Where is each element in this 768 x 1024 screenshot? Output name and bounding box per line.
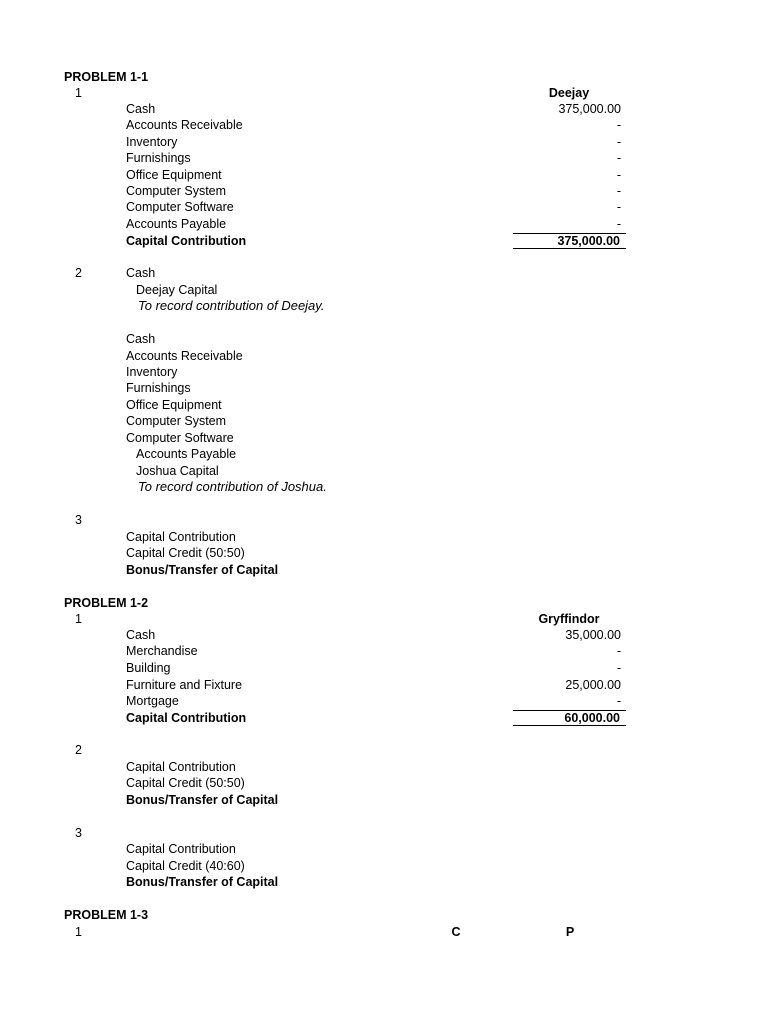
amount-cell: 375,000.00 — [558, 102, 621, 116]
problem-1-1-title: PROBLEM 1-1 — [64, 70, 149, 84]
problem-1-2-title: PROBLEM 1-2 — [64, 596, 149, 610]
entry-debit: Cash — [126, 332, 156, 346]
account-label: Merchandise — [126, 644, 198, 658]
total-amount: 375,000.00 — [557, 234, 620, 248]
amount-cell: - — [616, 151, 621, 165]
amount-cell: 35,000.00 — [565, 628, 621, 642]
total-amount-cell — [513, 710, 626, 726]
account-label: Computer Software — [126, 200, 234, 214]
total-label: Capital Contribution — [126, 234, 247, 248]
entry-memo: To record contribution of Deejay. — [138, 298, 325, 313]
amount-cell: - — [616, 217, 621, 231]
amount-cell: - — [616, 644, 621, 658]
account-label: Building — [126, 661, 171, 675]
account-label: Mortgage — [126, 694, 179, 708]
account-label: Accounts Receivable — [126, 118, 243, 132]
account-label: Cash — [126, 628, 156, 642]
entry-debit: Furnishings — [126, 381, 191, 395]
column-header-gryffindor: Gryffindor — [538, 612, 600, 626]
line-label: Capital Credit (50:50) — [126, 546, 245, 560]
amount-cell: - — [616, 168, 621, 182]
amount-cell: 25,000.00 — [565, 678, 621, 692]
amount-cell: - — [616, 184, 621, 198]
account-label: Furniture and Fixture — [126, 678, 243, 692]
column-header-c: C — [451, 925, 461, 939]
entry-credit: Joshua Capital — [136, 464, 219, 478]
account-label: Office Equipment — [126, 168, 222, 182]
amount-cell: - — [616, 661, 621, 675]
part-number: 3 — [75, 513, 82, 527]
entry-debit: Computer Software — [126, 431, 234, 445]
line-label: Capital Contribution — [126, 760, 236, 774]
line-label: Capital Credit (50:50) — [126, 776, 245, 790]
amount-cell: - — [616, 200, 621, 214]
account-label: Furnishings — [126, 151, 191, 165]
part-number: 3 — [75, 826, 82, 840]
entry-credit: Accounts Payable — [136, 447, 237, 461]
line-label-bold: Bonus/Transfer of Capital — [126, 563, 279, 577]
line-label-bold: Bonus/Transfer of Capital — [126, 793, 279, 807]
entry-credit: Deejay Capital — [136, 283, 218, 297]
total-amount: 60,000.00 — [564, 711, 620, 725]
part-number: 1 — [75, 612, 82, 626]
problem-1-3-title: PROBLEM 1-3 — [64, 908, 149, 922]
entry-memo: To record contribution of Joshua. — [138, 479, 327, 494]
entry-debit: Computer System — [126, 414, 227, 428]
line-label: Capital Contribution — [126, 530, 236, 544]
line-label: Capital Credit (40:60) — [126, 859, 245, 873]
part-number: 1 — [75, 925, 82, 939]
column-header-deejay: Deejay — [548, 86, 590, 100]
line-label-bold: Bonus/Transfer of Capital — [126, 875, 279, 889]
part-number: 2 — [75, 743, 82, 757]
total-label: Capital Contribution — [126, 711, 247, 725]
column-header-p: P — [565, 925, 575, 939]
entry-debit: Cash — [126, 266, 156, 280]
entry-debit: Inventory — [126, 365, 178, 379]
amount-cell: - — [616, 118, 621, 132]
part-number: 2 — [75, 266, 82, 280]
part-number: 1 — [75, 86, 82, 100]
total-amount-cell — [513, 233, 626, 249]
account-label: Inventory — [126, 135, 178, 149]
line-label: Capital Contribution — [126, 842, 236, 856]
entry-debit: Office Equipment — [126, 398, 222, 412]
amount-cell: - — [616, 694, 621, 708]
account-label: Accounts Payable — [126, 217, 227, 231]
account-label: Cash — [126, 102, 156, 116]
account-label: Computer System — [126, 184, 227, 198]
amount-cell: - — [616, 135, 621, 149]
entry-debit: Accounts Receivable — [126, 349, 243, 363]
